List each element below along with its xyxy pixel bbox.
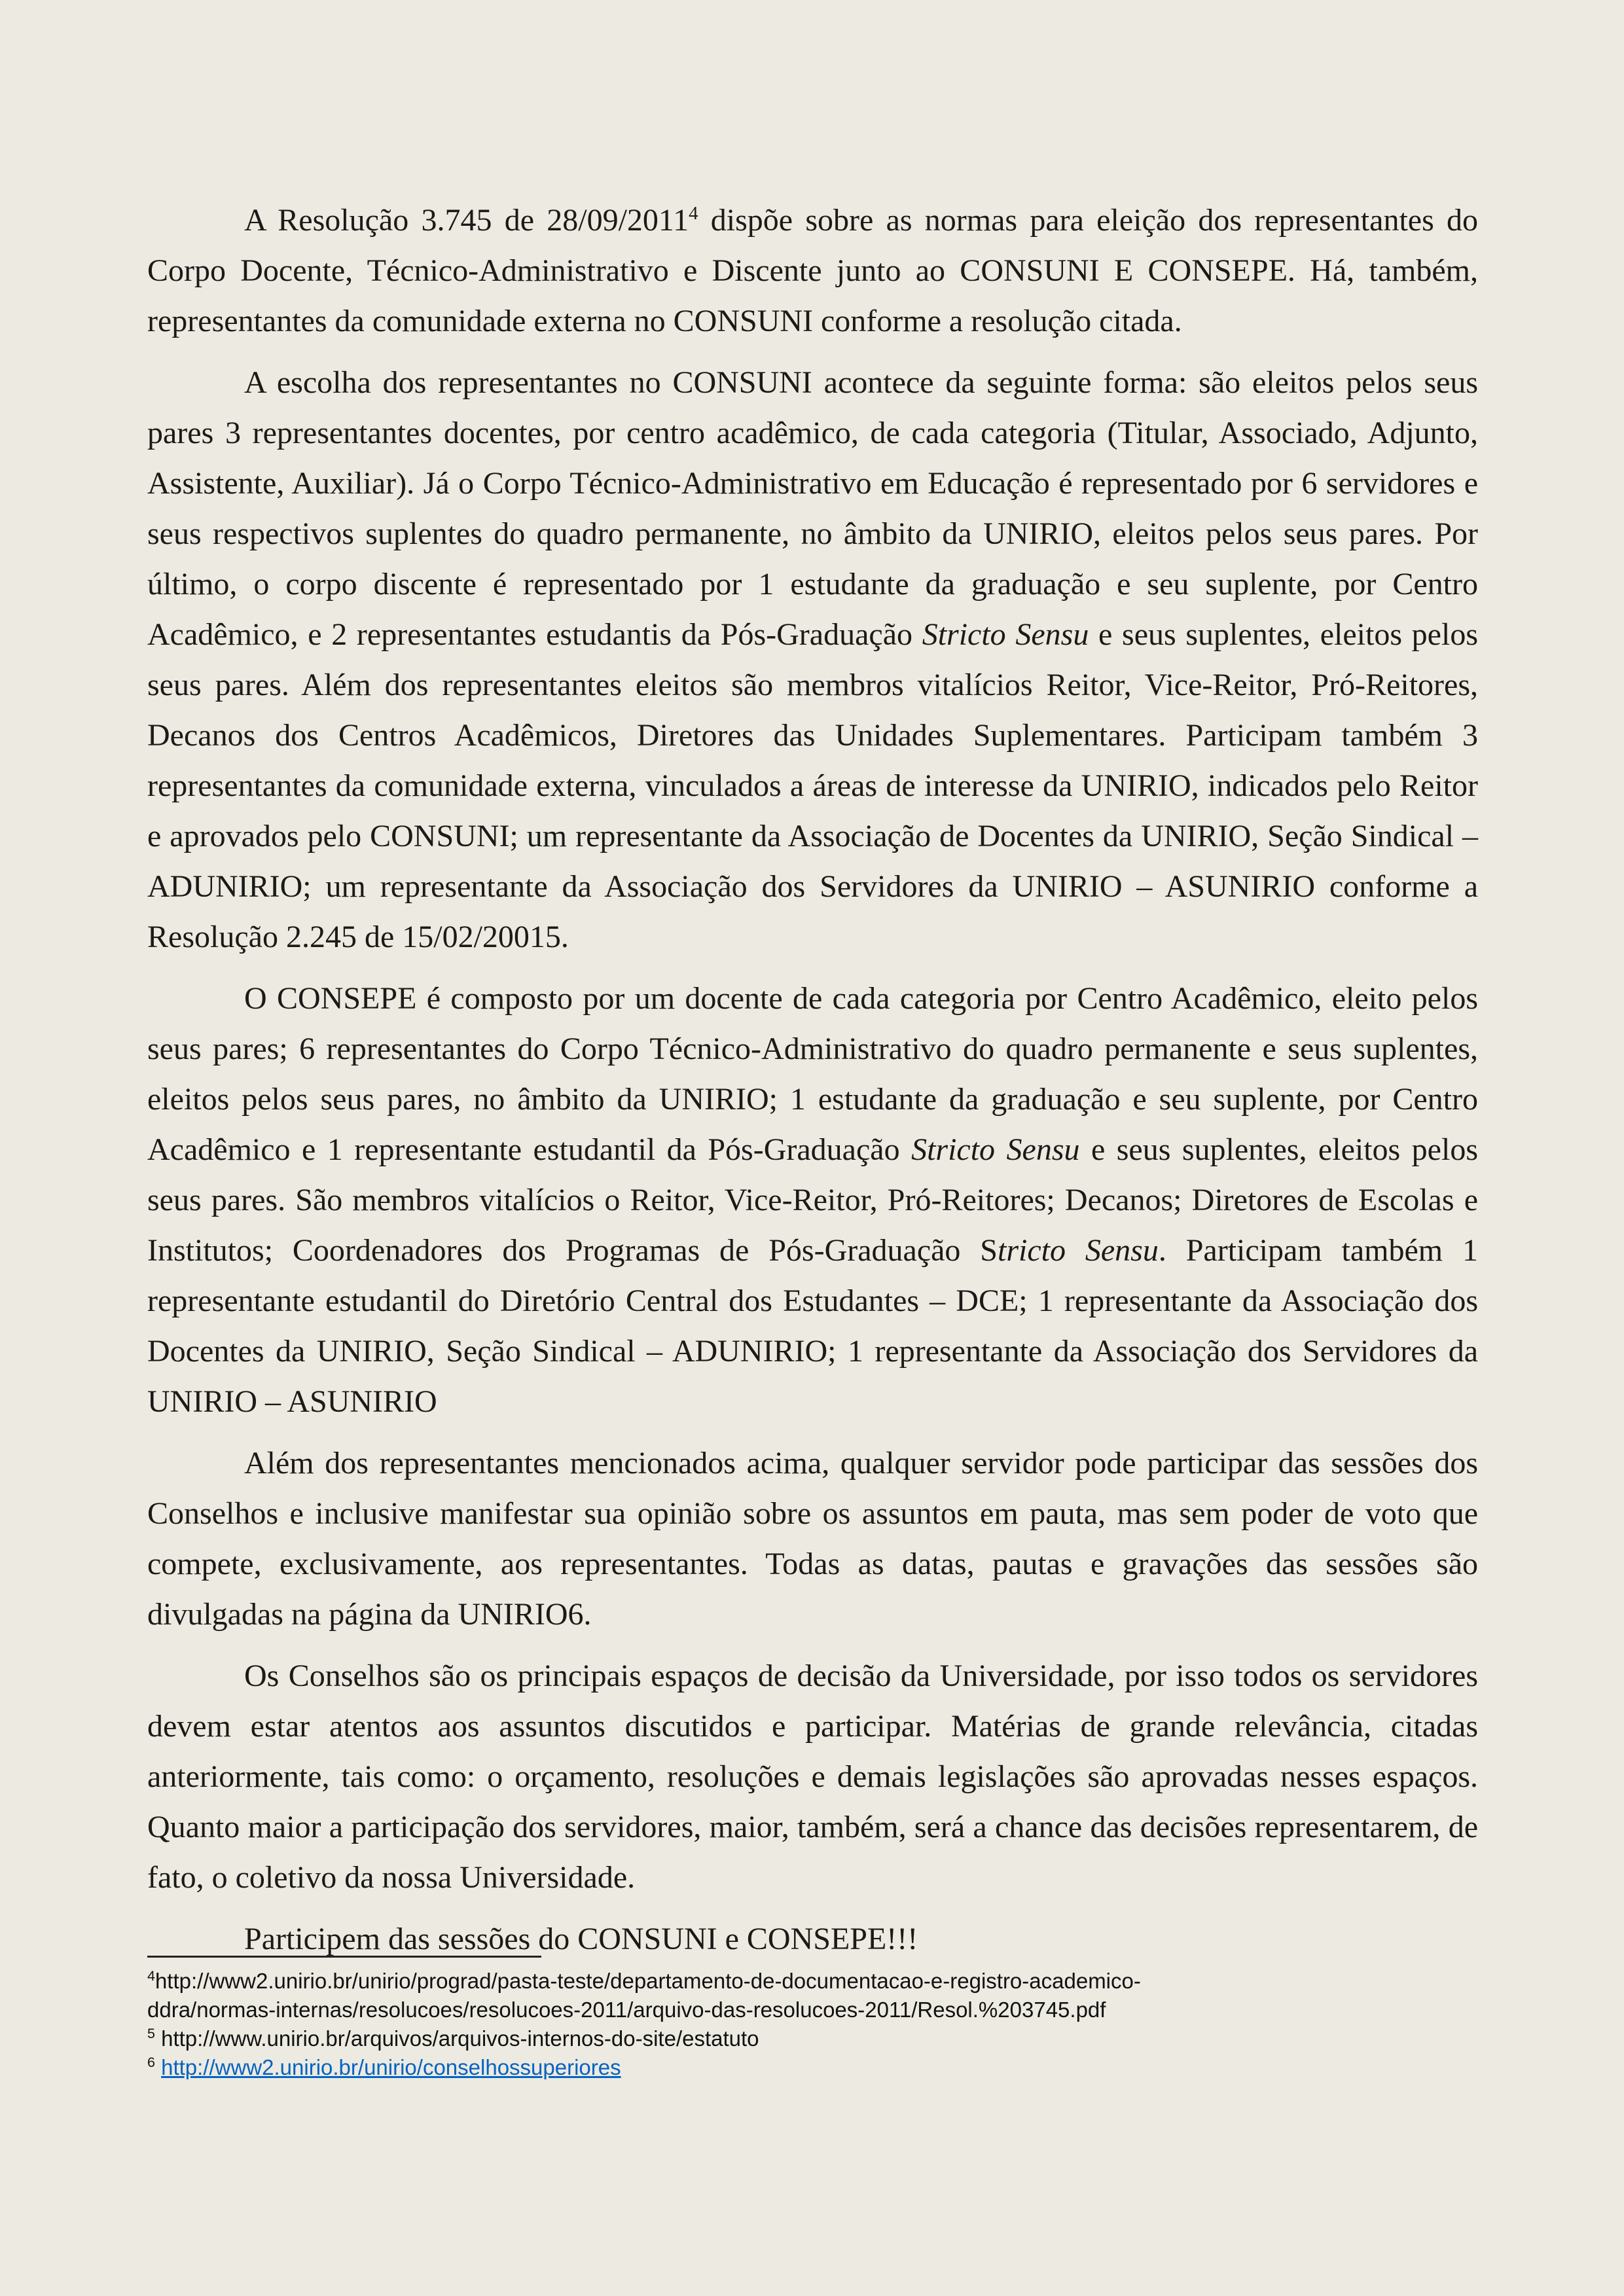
text-run: Além dos representantes mencionados acima, qualquer servidor pode participar das sessões dos Conselhos e inclusive manifestar sua opinião sobre os assuntos em pauta, mas sem poder de voto que compete, exclusivamente, aos representantes. Todas as datas, pautas e gravações das sessões são divulgadas na página da UNIRIO6.: [147, 1446, 1478, 1632]
text-run: dispõe sobre as normas para eleição dos representantes do Corpo Docente, Técnico-Administrativo e Discente junto ao CONSUNI E CONSEPE. Há, também, representantes da comunidade externa no CONSUNI conforme a resolução citada.: [147, 203, 1479, 338]
paragraph-5: [147, 1651, 1478, 1903]
footnote-url: ddra/normas-internas/resolucoes/resolucoes-2011/arquivo-das-resolucoes-2011/Resol.%203745.pdf: [147, 1998, 1106, 2022]
footnote-5: [147, 2024, 1478, 2053]
text-run: e seus suplentes, eleitos pelos seus pares. São membros vitalícios o Reitor, Vice-Reitor, Pró-Reitores; Decanos; Diretores de Escolas e Institutos; Coordenadores dos Programas de Pós-Graduação S: [147, 1132, 1478, 1268]
text-run-italic: Stricto Sensu: [911, 1132, 1080, 1167]
document-body: [147, 195, 1478, 1975]
text-run-italic: Stricto Sensu: [922, 617, 1089, 652]
footnote-url: http://www.unirio.br/arquivos/arquivos-internos-do-site/estatuto: [154, 2026, 759, 2051]
footnote-ref-4: 4: [689, 203, 698, 224]
footnotes-section: [147, 1956, 1478, 2082]
text-run: Participem das sessões do CONSUNI e CONSEPE!!!: [244, 1922, 918, 1956]
paragraph-1: [147, 195, 1478, 346]
footnote-separator: [147, 1956, 541, 1958]
paragraph-3: [147, 973, 1478, 1427]
paragraph-2: [147, 357, 1478, 962]
footnote-marker: 5: [147, 2026, 155, 2041]
text-run: O CONSEPE é composto por um docente de cada categoria por Centro Acadêmico, eleito pelos seus pares; 6 representantes do Corpo Técnico-Administrativo do quadro permanente e seus suplentes, eleitos pelos seus pares, no âmbito da UNIRIO; 1 estudante da graduação e seu suplente, por Centro Acadêmico e 1 representante estudantil da Pós-Graduação: [147, 981, 1478, 1167]
text-run: A Resolução 3.745 de 28/09/2011: [244, 203, 689, 238]
footnote-4: [147, 1967, 1478, 2024]
footnote-url: http://www2.unirio.br/unirio/prograd/pasta-teste/departamento-de-documentacao-e-registro-academico-: [154, 1969, 1141, 1993]
footnote-marker: 4: [147, 1968, 155, 1984]
text-run: . Participam também 1 representante estudantil do Diretório Central dos Estudantes – DCE; 1 representante da Associação dos Docentes da UNIRIO, Seção Sindical – ADUNIRIO; 1 representante da Associação dos Servidores da UNIRIO – ASUNIRIO: [147, 1233, 1478, 1419]
footnote-marker: 6: [147, 2054, 155, 2070]
text-run: Os Conselhos são os principais espaços de decisão da Universidade, por isso todos os servidores devem estar atentos aos assuntos discutidos e participar. Matérias de grande relevância, citadas anteriormente, tais como: o orçamento, resoluções e demais legislações são aprovadas nesses espaços. Quanto maior a participação dos servidores, maior, também, será a chance das decisões representarem, de fato, o coletivo da nossa Universidade.: [147, 1659, 1478, 1895]
footnote-6: [147, 2053, 1478, 2082]
text-run: A escolha dos representantes no CONSUNI acontece da seguinte forma: são eleitos pelos seus pares 3 representantes docentes, por centro acadêmico, de cada categoria (Titular, Associado, Adjunto, Assistente, Auxiliar). Já o Corpo Técnico-Administrativo em Educação é representado por 6 servidores e seus respectivos suplentes do quadro permanente, no âmbito da UNIRIO, eleitos pelos seus pares. Por último, o corpo discente é representado por 1 estudante da graduação e seu suplente, por Centro Acadêmico, e 2 representantes estudantis da Pós-Graduação: [147, 365, 1478, 652]
paragraph-4: [147, 1438, 1478, 1640]
text-run: e seus suplentes, eleitos pelos seus pares. Além dos representantes eleitos são membros vitalícios Reitor, Vice-Reitor, Pró-Reitores, Decanos dos Centros Acadêmicos, Diretores das Unidades Suplementares. Participam também 3 representantes da comunidade externa, vinculados a áreas de interesse da UNIRIO, indicados pelo Reitor e aprovados pelo CONSUNI; um representante da Associação de Docentes da UNIRIO, Seção Sindical – ADUNIRIO; um representante da Associação dos Servidores da UNIRIO – ASUNIRIO conforme a Resolução 2.245 de 15/02/20015.: [147, 617, 1479, 954]
text-run-italic: tricto Sensu: [998, 1233, 1159, 1268]
footnote-link[interactable]: http://www2.unirio.br/unirio/conselhossuperiores: [161, 2055, 621, 2079]
